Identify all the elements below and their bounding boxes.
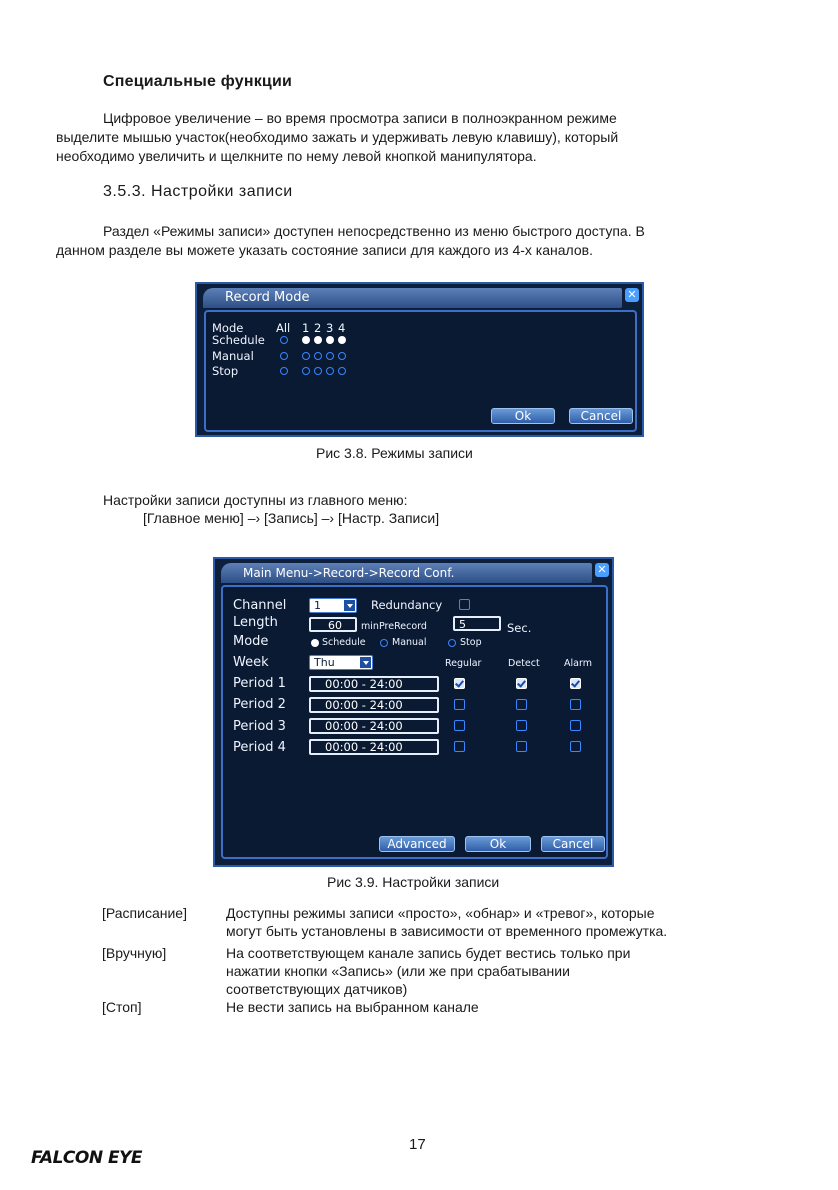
length-unit: min [361, 621, 379, 632]
channel-mode-radio[interactable] [338, 367, 346, 375]
menu-path: [Главное меню] –› [Запись] –› [Настр. Записи] [143, 510, 440, 526]
chevron-down-icon [344, 600, 355, 611]
all-header-label: All [276, 321, 291, 335]
chevron-down-icon [360, 657, 371, 668]
definition-line: Доступны режимы записи «просто», «обнар» и «тревог», которые [226, 905, 655, 921]
period-label: Period 2 [233, 697, 286, 712]
period-time-range[interactable]: 00:00 - 24:00 [309, 718, 439, 734]
length-input[interactable]: 60 [309, 617, 357, 632]
paragraph-line: Раздел «Режимы записи» доступен непосредственно из меню быстрого доступа. В [103, 223, 645, 239]
length-label: Length [233, 615, 278, 630]
alarm-checkbox[interactable] [570, 741, 581, 752]
detect-checkbox[interactable] [516, 699, 527, 710]
alarm-checkbox[interactable] [570, 699, 581, 710]
definition-line: могут быть установлены в зависимости от временного промежутка. [226, 923, 668, 939]
definition-line: Не вести запись на выбранном канале [226, 999, 479, 1015]
prerecord-unit: Sec. [507, 621, 532, 635]
cancel-button[interactable]: Cancel [569, 408, 633, 424]
mode-stop-label: Stop [460, 637, 482, 648]
paragraph-line: Настройки записи доступны из главного меню: [103, 492, 408, 508]
all-channels-radio[interactable] [280, 336, 288, 344]
col-detect-header: Detect [508, 658, 540, 669]
dialog-title-bar [203, 288, 622, 308]
dialog-content-panel [221, 585, 608, 859]
prerecord-label: PreRecord [379, 621, 427, 632]
stop-row-label: Stop [212, 364, 239, 378]
channel-mode-radio[interactable] [314, 352, 322, 360]
advanced-button[interactable]: Advanced [379, 836, 455, 852]
mode-schedule-radio[interactable] [311, 639, 319, 647]
channel-mode-radio[interactable] [326, 367, 334, 375]
channel-value: 1 [314, 599, 321, 612]
alarm-checkbox[interactable] [570, 678, 581, 689]
paragraph-line: выделите мышью участок(необходимо зажать и удерживать левую клавишу), который [56, 129, 619, 145]
mode-header-label: Mode [212, 321, 244, 335]
regular-checkbox[interactable] [454, 699, 465, 710]
channel-mode-radio[interactable] [314, 336, 322, 344]
week-label: Week [233, 655, 269, 670]
channel-mode-radio[interactable] [302, 336, 310, 344]
detect-checkbox[interactable] [516, 741, 527, 752]
all-channels-radio[interactable] [280, 367, 288, 375]
week-value: Thu [314, 656, 335, 669]
close-icon[interactable]: ✕ [625, 288, 639, 302]
paragraph-record-modes [56, 222, 786, 260]
prerecord-input[interactable]: 5 [453, 616, 501, 631]
period-label: Period 3 [233, 719, 286, 734]
ok-button[interactable]: Ok [465, 836, 531, 852]
dialog-title: Main Menu->Record->Record Conf. [243, 566, 455, 580]
page-number: 17 [409, 1136, 426, 1153]
detect-checkbox[interactable] [516, 720, 527, 731]
paragraph-line: необходимо увеличить и щелкните по нему левой кнопкой манипулятора. [56, 148, 537, 164]
paragraph-line: Цифровое увеличение – во время просмотра записи в полноэкранном режиме [103, 110, 617, 126]
period-label: Period 4 [233, 740, 286, 755]
definition-text [226, 904, 786, 940]
cancel-button[interactable]: Cancel [541, 836, 605, 852]
detect-checkbox[interactable] [516, 678, 527, 689]
channel-mode-radio[interactable] [302, 352, 310, 360]
dialog-title-bar [221, 563, 592, 583]
menu-path-intro [103, 491, 439, 527]
regular-checkbox[interactable] [454, 741, 465, 752]
definition-term: [Стоп] [102, 999, 142, 1015]
channel-header: 4 [338, 321, 346, 335]
figure-caption-3-8: Рис 3.8. Режимы записи [316, 445, 473, 461]
mode-manual-label: Manual [392, 637, 427, 648]
redundancy-checkbox[interactable] [459, 599, 470, 610]
record-mode-dialog [195, 282, 644, 437]
paragraph-line: данном разделе вы можете указать состояние записи для каждого из 4-х каналов. [56, 242, 593, 258]
definition-line: нажатии кнопки «Запись» (или же при срабатывании [226, 963, 570, 979]
mode-manual-radio[interactable] [380, 639, 388, 647]
channel-mode-radio[interactable] [326, 352, 334, 360]
mode-label: Mode [233, 634, 269, 649]
definition-text [226, 944, 786, 998]
channel-label: Channel [233, 598, 287, 613]
period-label: Period 1 [233, 676, 286, 691]
definition-text [226, 998, 786, 1016]
record-conf-dialog [213, 557, 614, 867]
ok-button[interactable]: Ok [491, 408, 555, 424]
period-time-range[interactable]: 00:00 - 24:00 [309, 739, 439, 755]
regular-checkbox[interactable] [454, 720, 465, 731]
channel-select[interactable] [309, 598, 357, 613]
period-time-range[interactable]: 00:00 - 24:00 [309, 697, 439, 713]
definition-term: [Расписание] [102, 905, 187, 921]
col-alarm-header: Alarm [564, 658, 592, 669]
mode-stop-radio[interactable] [448, 639, 456, 647]
schedule-row-label: Schedule [212, 333, 265, 347]
regular-checkbox[interactable] [454, 678, 465, 689]
redundancy-label: Redundancy [371, 598, 443, 612]
paragraph-digital-zoom [56, 109, 786, 166]
all-channels-radio[interactable] [280, 352, 288, 360]
period-time-range[interactable]: 00:00 - 24:00 [309, 676, 439, 692]
week-select[interactable] [309, 655, 373, 670]
channel-mode-radio[interactable] [338, 336, 346, 344]
alarm-checkbox[interactable] [570, 720, 581, 731]
mode-schedule-label: Schedule [322, 637, 366, 648]
section-heading-record-settings: 3.5.3. Настройки записи [103, 183, 293, 200]
channel-mode-radio[interactable] [302, 367, 310, 375]
figure-caption-3-9: Рис 3.9. Настройки записи [327, 874, 500, 890]
col-regular-header: Regular [445, 658, 482, 669]
channel-mode-radio[interactable] [314, 367, 322, 375]
channel-header: 1 [302, 321, 310, 335]
close-icon[interactable]: ✕ [595, 563, 609, 577]
brand-logo: FALCON EYE [31, 1148, 143, 1168]
section-heading-special-functions: Специальные функции [103, 73, 293, 90]
definition-line: На соответствующем канале запись будет вестись только при [226, 945, 631, 961]
channel-header: 3 [326, 321, 334, 335]
definition-term: [Вручную] [102, 945, 167, 961]
channel-header: 2 [314, 321, 322, 335]
channel-mode-radio[interactable] [338, 352, 346, 360]
channel-mode-radio[interactable] [326, 336, 334, 344]
dialog-title: Record Mode [225, 290, 310, 305]
manual-row-label: Manual [212, 349, 254, 363]
definition-line: соответствующих датчиков) [226, 981, 408, 997]
